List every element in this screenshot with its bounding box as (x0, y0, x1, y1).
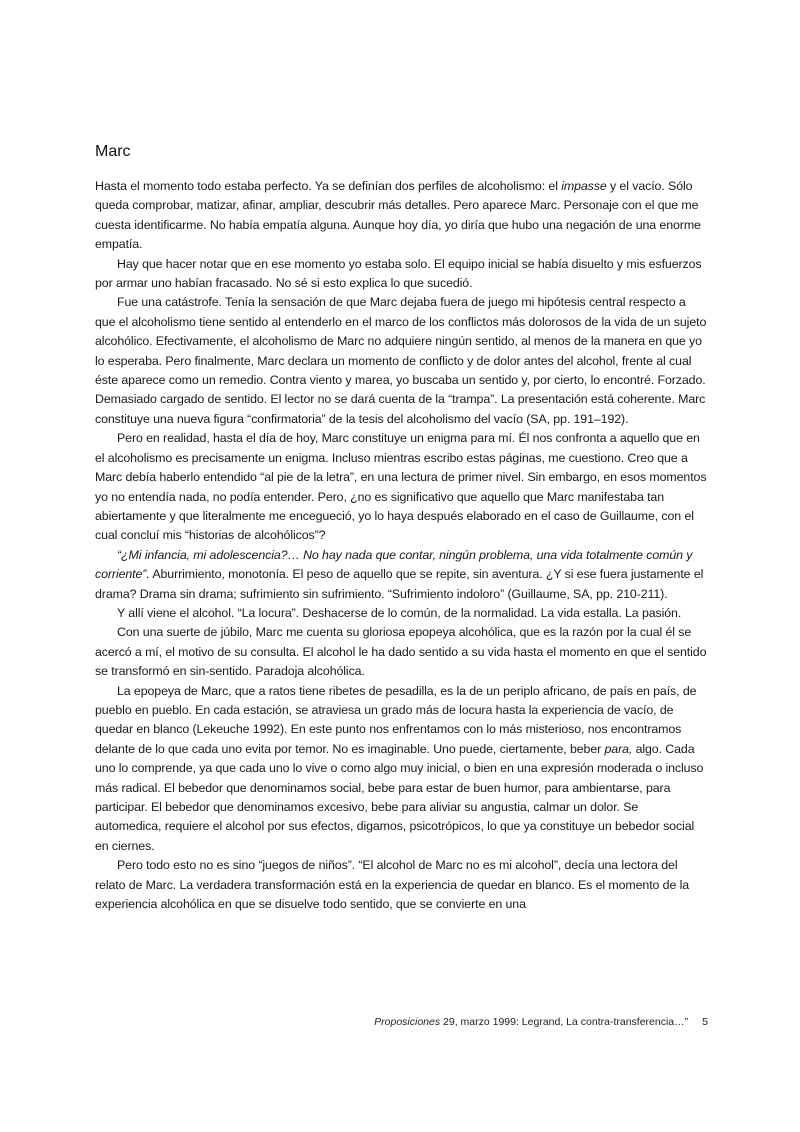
section-heading: Marc (95, 143, 131, 160)
paragraph (95, 429, 707, 545)
text-segment: Hay que hacer notar que en ese momento yo estaba solo. El equipo inicial se había disuelto y mis esfuerzos por armar uno habían fracasado. No sé si esto explica lo que sucedió. (95, 256, 702, 291)
text-segment: Y allí viene el alcohol. “La locura”. Deshacerse de lo común, de la normalidad. La vida estalla. La pasión. (117, 605, 682, 620)
text-segment: Con una suerte de júbilo, Marc me cuenta su gloriosa epopeya alcohólica, que es la razón por la cual él se acercó a mí, el motivo de su consulta. El alcohol le ha dado sentido a su vida hasta el momento en que el sentido se transformó en sin-sentido. Paradoja alcohólica. (95, 625, 707, 679)
text-segment: algo. Cada uno lo comprende, ya que cada uno lo vive o como algo muy inicial, o bien en una expresión moderada o incluso más radical. El bebedor que denominamos social, bebe para estar de buen humor, para ambientarse, para participar. El bebedor que denominamos excesivo, bebe para aliviar su angustia, calmar un dolor. Se automedica, requiere el alcohol por sus efectos, digamos, psicotrópicos, lo que ya constituye un bebedor social en ciernes. (95, 741, 704, 853)
text-segment: Hasta el momento todo estaba perfecto. Ya se definían dos perfiles de alcoholismo: el (95, 179, 562, 193)
paragraph (95, 623, 707, 681)
italic-text: “¿Mi infancia, mi adolescencia?… No hay nada que contar, ningún problema, una vida totalmente común y corriente”. (95, 547, 693, 582)
italic-text: para, (604, 741, 633, 756)
text-segment: Fue una catástrofe. Tenía la sensación de que Marc dejaba fuera de juego mi hipótesis central respecto a que el alcoholismo tiene sentido al entenderlo en el marco de los conflictos más dolorosos de la vida de un sujeto alcohólico. Efectivamente, el alcoholismo de Marc no adquiere ningún sentido, al menos de la manera en que yo lo esperaba. Pero finalmente, Marc declara un momento de conflicto y de dolor antes del alcohol, frente al cual éste aparece como un remedio. Contra viento y marea, yo buscaba un sentido y, por cierto, lo encontré. Forzado. Demasiado cargado de sentido. El lector no se dará cuenta de la “trampa”. La presentación está coherente. Marc constituye una nueva figura “confirmatoria” de la tesis del alcoholismo del vacío (SA, pp. 191–192). (95, 295, 707, 426)
footer-journal: Proposiciones (374, 1016, 441, 1028)
page-number: 5 (702, 1016, 708, 1028)
body-text (95, 177, 707, 914)
paragraph (95, 856, 707, 914)
page-footer (374, 1016, 708, 1028)
text-segment: La epopeya de Marc, que a ratos tiene ribetes de pesadilla, es la de un periplo africano, de país en país, de pueblo en pueblo. En cada estación, se atraviesa un grado más de locura hasta la experiencia de vacío, de quedar en blanco (Lekeuche 1992). En este punto nos enfrentamos con lo más misterioso, nos encontramos delante de lo que cada uno evita por temor. No es imaginable. Uno puede, ciertamente, beber (95, 683, 697, 756)
paragraph (95, 293, 707, 429)
text-segment: Pero en realidad, hasta el día de hoy, Marc constituye un enigma para mí. Él nos confronta a aquello que en el alcoholismo es precisamente un enigma. Incluso mientras escribo estas páginas, me cuestiono. Creo que a Marc debía haberlo entendido “al pie de la letra”, en una lectura de primer nivel. Sin embargo, en esos momentos yo no entendía nada, no podía entender. Pero, ¿no es significativo que aquello que Marc manifestaba tan abiertamente y que literalmente me encegueció, yo lo haya después elaborado en el caso de Guillaume, con el cual concluí mis “historias de alcohólicos”? (95, 431, 707, 543)
paragraph (95, 546, 707, 604)
text-segment: y el vacío. Sólo queda comprobar, matizar, afinar, ampliar, descubrir más detalles. Pero aparece Marc. Personaje con el que me cuesta identificarme. No había empatía alguna. Aunque hoy día, yo diría que hubo una negación de una enorme empatía. (95, 179, 701, 252)
paragraph (95, 177, 707, 255)
paragraph (95, 255, 707, 294)
paragraph (95, 604, 707, 623)
footer-citation: 29, marzo 1999: Legrand, La contra-transferencia…” (440, 1016, 689, 1028)
italic-text: impasse (561, 179, 607, 193)
text-segment: Pero todo esto no es sino “juegos de niños”. “El alcohol de Marc no es mi alcohol”, decía una lectora del relato de Marc. La verdadera transformación está en la experiencia de quedar en blanco. Es el momento de la experiencia alcohólica en que se disuelve todo sentido, que se convierte en una (95, 858, 690, 912)
paragraph (95, 682, 707, 857)
text-segment: Aburrimiento, monotonía. El peso de aquello que se repite, sin aventura. ¿Y si ese fuera justamente el drama? Drama sin drama; sufrimiento sin sufrimiento. “Sufrimiento indoloro” (Guillaume, SA, pp. 210-211). (95, 567, 704, 601)
